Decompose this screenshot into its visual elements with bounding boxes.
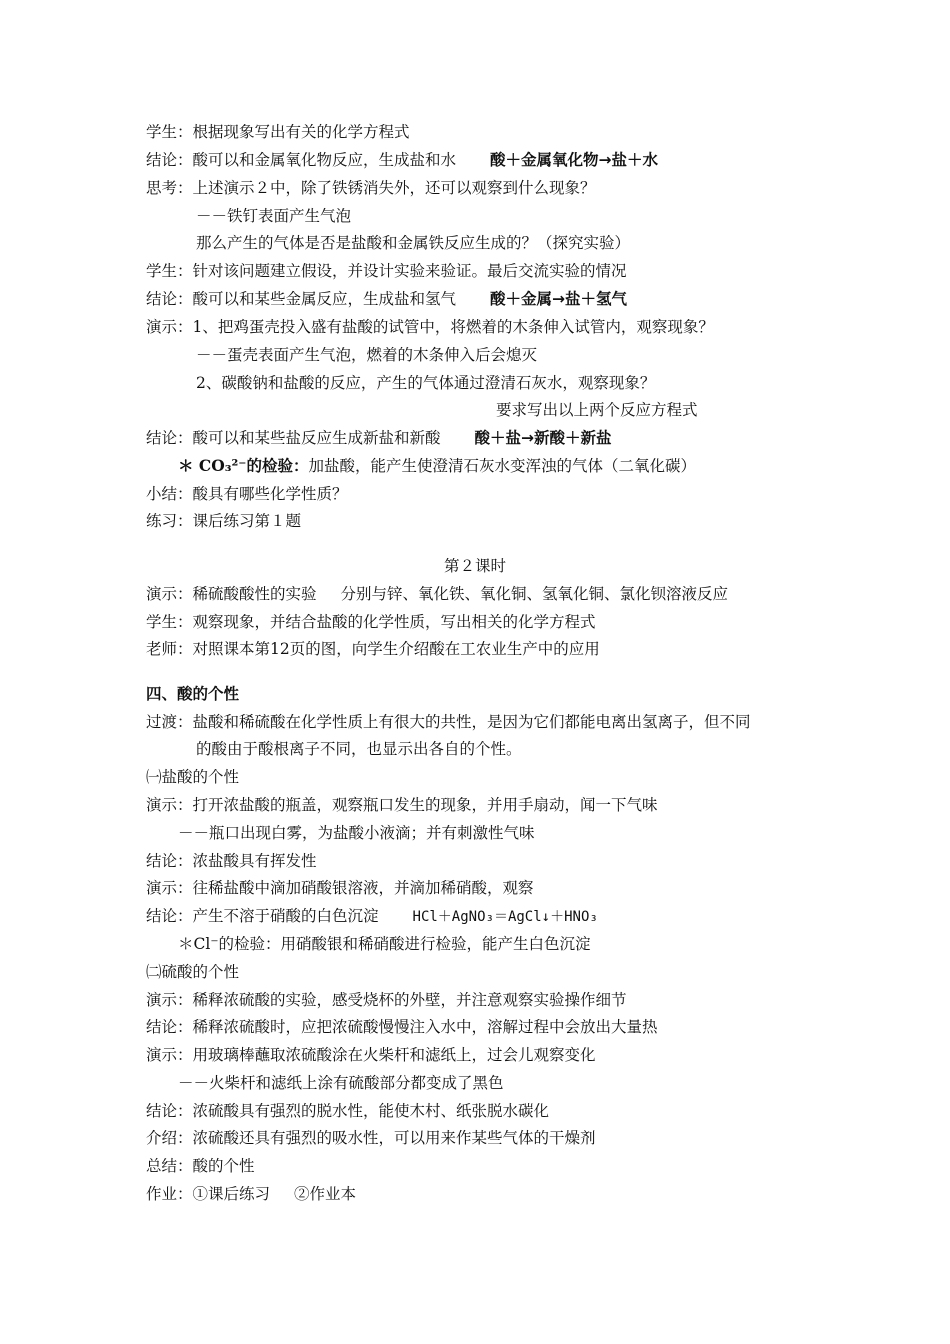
text-line: 要求写出以上两个反应方程式 bbox=[496, 401, 698, 419]
text-line: －－瓶口出现白雾，为盐酸小液滴；并有刺激性气味 bbox=[178, 824, 535, 842]
text-line: 总结：酸的个性 bbox=[146, 1157, 255, 1175]
text-line: 结论：浓盐酸具有挥发性 bbox=[146, 852, 317, 870]
text-line: 演示：往稀盐酸中滴加硝酸银溶液，并滴加稀硝酸，观察 bbox=[146, 879, 534, 897]
text-line: 作业：①课后练习 ②作业本 bbox=[146, 1185, 357, 1203]
reaction-formula: 酸＋盐→新酸＋新盐 bbox=[474, 429, 612, 447]
section-heading: 四、酸的个性 bbox=[146, 684, 240, 703]
text-line: 结论：酸可以和某些盐反应生成新盐和新酸 酸＋盐→新酸＋新盐 bbox=[146, 429, 612, 447]
text-line: 练习：课后练习第１题 bbox=[146, 512, 302, 530]
subsection-heading: ㈡硫酸的个性 bbox=[146, 963, 240, 981]
lesson-heading: 第２课时 bbox=[443, 557, 506, 575]
chemical-equation: HCl＋AgNO₃＝AgCl↓＋HNO₃ bbox=[412, 909, 598, 925]
text-line: 的酸由于酸根离子不同，也显示出各自的个性。 bbox=[196, 740, 522, 758]
ion-test-label: ＊ CO₃²⁻的检验： bbox=[178, 456, 309, 475]
text-line: －－铁钉表面产生气泡 bbox=[196, 207, 352, 225]
subsection-heading: ㈠盐酸的个性 bbox=[146, 768, 240, 786]
text-line: 老师：对照课本第12页的图，向学生介绍酸在工农业生产中的应用 bbox=[146, 640, 600, 658]
text-line: ＊Cl⁻的检验：用硝酸银和稀硝酸进行检验，能产生白色沉淀 bbox=[178, 935, 591, 953]
text-line: 2、碳酸钠和盐酸的反应，产生的气体通过澄清石灰水，观察现象？ bbox=[196, 374, 656, 392]
text-line: 小结：酸具有哪些化学性质？ bbox=[146, 485, 348, 503]
text-line: 演示：1、把鸡蛋壳投入盛有盐酸的试管中，将燃着的木条伸入试管内，观察现象？ bbox=[146, 318, 714, 336]
text-line: 学生：观察现象，并结合盐酸的化学性质，写出相关的化学方程式 bbox=[146, 613, 596, 631]
text-line: 思考：上述演示２中，除了铁锈消失外，还可以观察到什么现象？ bbox=[146, 179, 596, 197]
text-line: ＊ CO₃²⁻的检验：加盐酸，能产生使澄清石灰水变浑浊的气体（二氧化碳） bbox=[178, 456, 697, 475]
text-line: 介绍：浓硫酸还具有强烈的吸水性，可以用来作某些气体的干燥剂 bbox=[146, 1129, 596, 1147]
text-line: 结论：酸可以和某些金属反应，生成盐和氢气 酸＋金属→盐＋氢气 bbox=[146, 290, 628, 308]
reaction-formula: 酸＋金属氧化物→盐＋水 bbox=[490, 151, 659, 169]
text-line: 结论：产生不溶于硝酸的白色沉淀 HCl＋AgNO₃＝AgCl↓＋HNO₃ bbox=[146, 907, 598, 925]
text-line: 那么产生的气体是否是盐酸和金属铁反应生成的？（探究实验） bbox=[196, 234, 631, 252]
text-line: 结论：稀释浓硫酸时，应把浓硫酸慢慢注入水中，溶解过程中会放出大量热 bbox=[146, 1018, 658, 1036]
text-line: 演示：稀硫酸酸性的实验 分别与锌、氧化铁、氧化铜、氢氧化铜、氯化钡溶液反应 bbox=[146, 585, 729, 603]
reaction-formula: 酸＋金属→盐＋氢气 bbox=[490, 290, 628, 308]
text-line: 学生：针对该问题建立假设，并设计实验来验证。最后交流实验的情况 bbox=[146, 262, 627, 280]
text-line: 过渡：盐酸和稀硫酸在化学性质上有很大的共性，是因为它们都能电离出氢离子，但不同 bbox=[146, 713, 751, 731]
text-line: －－蛋壳表面产生气泡，燃着的木条伸入后会熄灭 bbox=[196, 346, 538, 364]
text-line: 演示：稀释浓硫酸的实验，感受烧杯的外壁，并注意观察实验操作细节 bbox=[146, 991, 627, 1009]
text-line: 结论：酸可以和金属氧化物反应，生成盐和水 酸＋金属氧化物→盐＋水 bbox=[146, 151, 659, 169]
text-line: 学生：根据现象写出有关的化学方程式 bbox=[146, 123, 410, 141]
text-line: －－火柴杆和滤纸上涂有硫酸部分都变成了黑色 bbox=[178, 1074, 504, 1092]
text-line: 结论：浓硫酸具有强烈的脱水性，能使木村、纸张脱水碳化 bbox=[146, 1102, 550, 1120]
text-line: 演示：打开浓盐酸的瓶盖，观察瓶口发生的现象，并用手扇动，闻一下气味 bbox=[146, 796, 658, 814]
text-line: 演示：用玻璃棒蘸取浓硫酸涂在火柴杆和滤纸上，过会儿观察变化 bbox=[146, 1046, 596, 1064]
